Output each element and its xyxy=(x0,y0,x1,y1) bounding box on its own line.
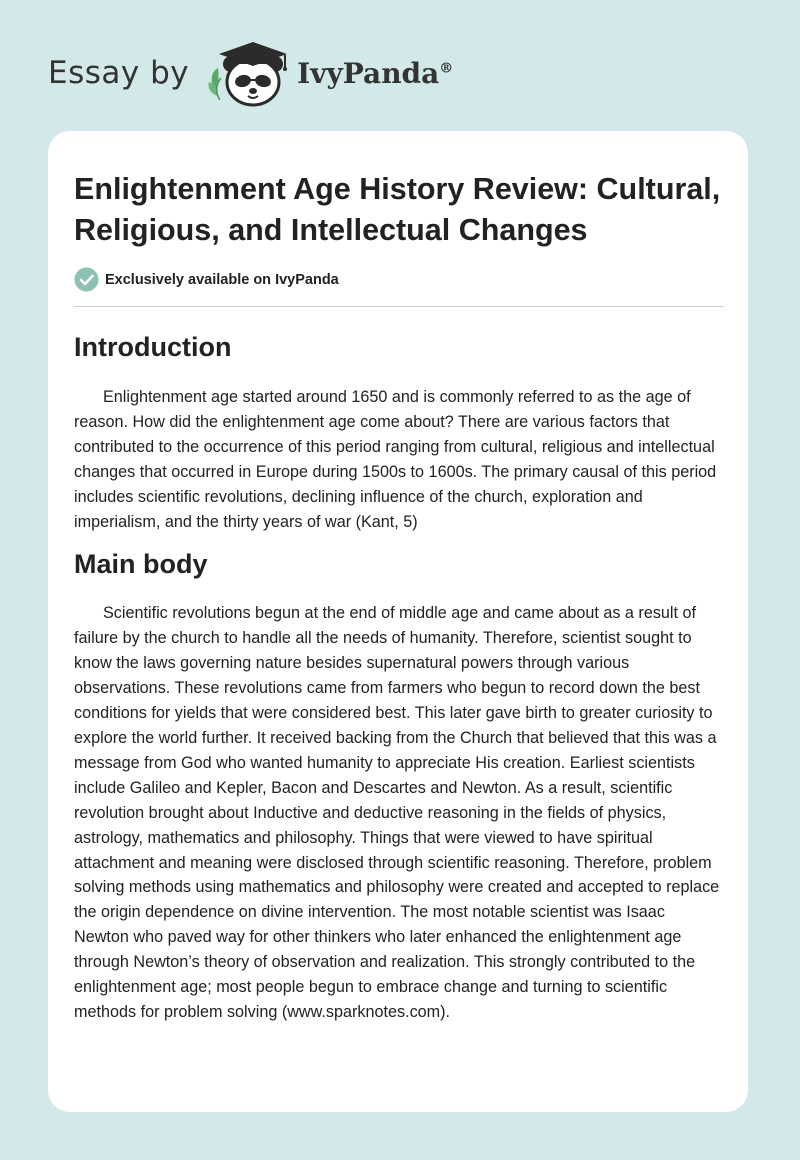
essay-card xyxy=(48,131,748,1112)
registered-mark: ® xyxy=(439,60,454,77)
brand-name-text: IvyPanda xyxy=(297,56,440,90)
brand-header[interactable] xyxy=(48,38,453,108)
section-heading-main-body: Main body xyxy=(74,549,208,580)
essay-content xyxy=(74,169,724,1025)
panda-logo-icon xyxy=(203,38,293,108)
exclusive-badge xyxy=(74,267,724,292)
exclusive-label: Exclusively available on IvyPanda xyxy=(105,271,339,288)
brand-name xyxy=(297,57,453,90)
essay-title: Enlightenment Age History Review: Cultural, Religious, and Intellectual Changes xyxy=(74,172,721,247)
brand-prefix: Essay by xyxy=(48,55,190,91)
check-badge-icon xyxy=(74,267,99,292)
section-heading-introduction: Introduction xyxy=(74,332,232,362)
section-paragraph-main-body: Scientific revolutions begun at the end of middle age and came about as a result of failure by the church to handle all the needs of humanity. Therefore, scientist sought to know the laws governing nature besides supernatural powers through various observations. These revolutions came from farmers who begun to record down the best conditions for yields that were considered best. This later gave birth to greater curiosity to explore the world further. It received backing from the Church that believed that this was a message from God who wanted humanity to appreciate His creation. Earliest scientists include Galileo and Kepler, Bacon and Descartes and Newton. As a result, scientific revolution brought about Inductive and deductive reasoning in the fields of physics, astrology, mathematics and philosophy. Things that were viewed to have spiritual attachment and meaning were disclosed through scientific reasoning. Therefore, problem solving methods using mathematics and philosophy were created and accepted to replace the origin dependence on divine intervention. The most notable scientist was Isaac Newton who paved way for other thinkers who later enhanced the enlightenment age through Newton’s theory of observation and realization. This strongly contributed to the enlightenment age; most people begun to embrace change and turning to scientific methods for problem solving (www.sparknotes.com). xyxy=(74,604,720,1021)
section-paragraph-introduction: Enlightenment age started around 1650 and is commonly referred to as the age of reason. How did the enlightenment age come about? There are various factors that contributed to the occurrence of this period ranging from cultural, religious and intellectual changes that occurred in Europe during 1500s to 1600s. The primary causal of this period includes scientific revolutions, declining influence of the church, exploration and imperialism, and the thirty years of war (Kant, 5) xyxy=(74,388,717,531)
divider xyxy=(74,306,724,307)
